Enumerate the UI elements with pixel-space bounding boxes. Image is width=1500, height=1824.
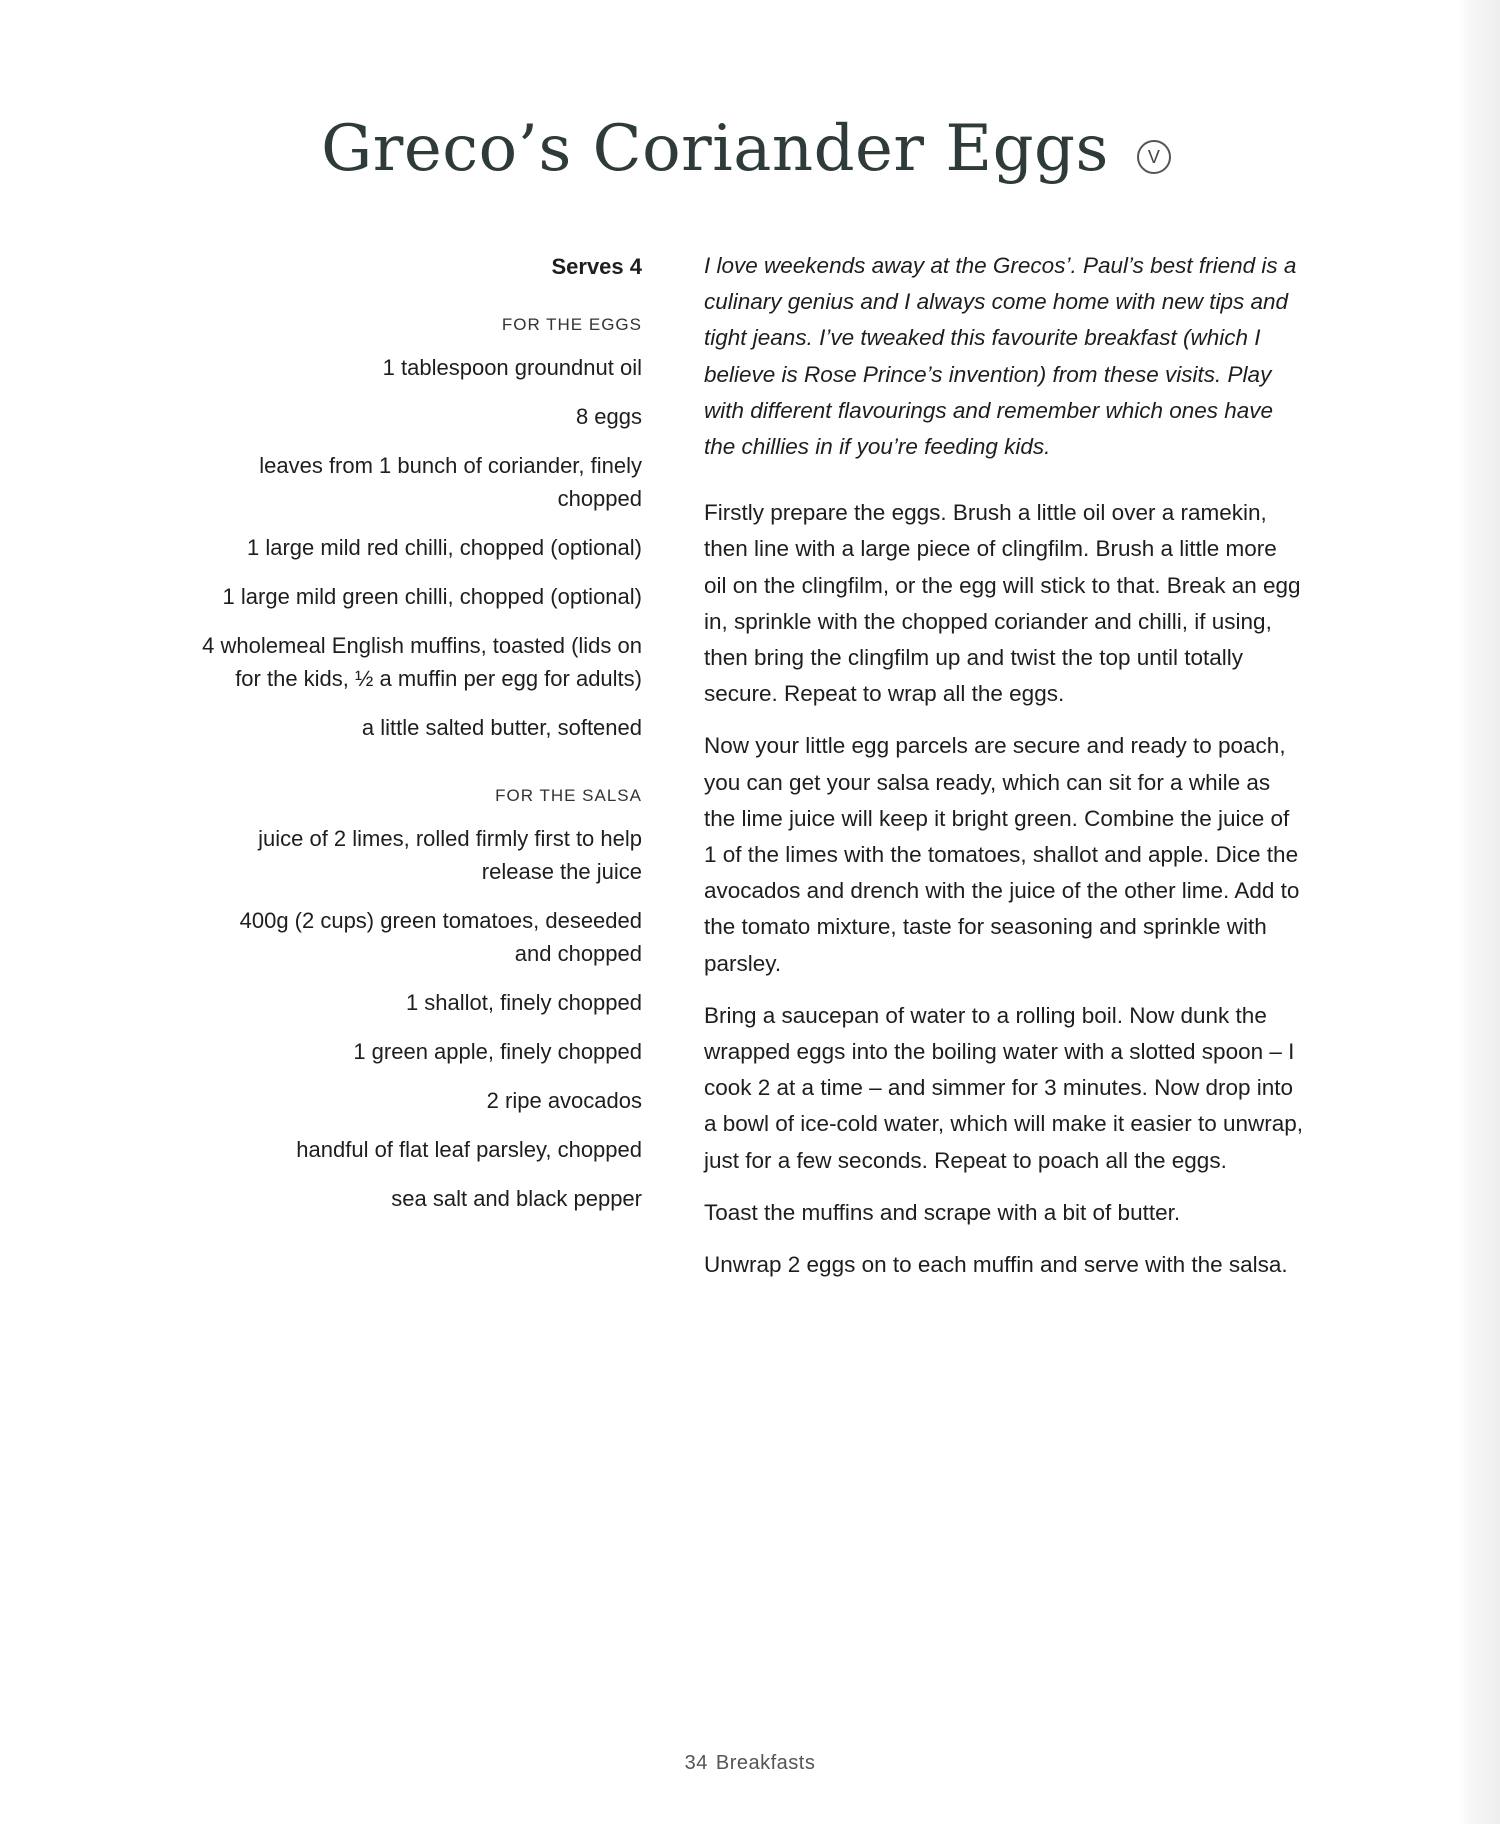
method-step: Firstly prepare the eggs. Brush a little oil over a ramekin, then line with a large piece of clingfilm. Brush a little more oil on the clingfilm, or the egg will stick to that. Break an egg in, sprinkle with the chopped coriander and chilli, if using, then bring the clingfilm up and twist the top until totally secure. Repeat to wrap all the eggs. bbox=[704, 500, 1301, 707]
ingredient-item: 1 green apple, finely chopped bbox=[353, 1039, 642, 1064]
section-name: Breakfasts bbox=[715, 1752, 816, 1774]
ingredient-item: 400g (2 cups) green tomatoes, deseeded and chopped bbox=[239, 908, 642, 966]
salsa-section-heading: FOR THE SALSA bbox=[495, 786, 642, 805]
ingredient-item: 4 wholemeal English muffins, toasted (lids on for the kids, ½ a muffin per egg for adults) bbox=[202, 633, 642, 691]
ingredient-item: 1 large mild red chilli, chopped (optional) bbox=[247, 535, 642, 560]
recipe-title: Greco’s Coriander Eggs bbox=[321, 112, 1109, 186]
ingredient-item: 1 shallot, finely chopped bbox=[405, 990, 642, 1015]
ingredient-item: handful of flat leaf parsley, chopped bbox=[296, 1137, 642, 1162]
ingredient-item: 1 tablespoon groundnut oil bbox=[382, 355, 642, 380]
ingredient-item: 8 eggs bbox=[575, 404, 642, 429]
method-step: Unwrap 2 eggs on to each muffin and serve with the salsa. bbox=[704, 1252, 1288, 1278]
salsa-ingredient-list bbox=[200, 822, 642, 1215]
ingredient-item: juice of 2 limes, rolled firmly first to help release the juice bbox=[258, 826, 642, 884]
serves-label: Serves 4 bbox=[551, 254, 642, 279]
intro-paragraph: I love weekends away at the Grecos’. Paul’s best friend is a culinary genius and I always come home with new tips and tight jeans. I’ve tweaked this favourite breakfast (which I believe is Rose Prince’s invention) from these visits. Play with different flavourings and remember which ones have the chillies in if you’re feeding kids. bbox=[704, 253, 1297, 460]
method-column bbox=[704, 248, 1304, 1299]
page-footer bbox=[0, 1752, 1500, 1775]
ingredient-item: leaves from 1 bunch of coriander, finely chopped bbox=[259, 453, 642, 511]
title-row bbox=[0, 112, 1500, 186]
ingredient-item: a little salted butter, softened bbox=[361, 715, 642, 740]
ingredients-column bbox=[200, 250, 642, 1231]
ingredient-item: 1 large mild green chilli, chopped (optional) bbox=[222, 584, 642, 609]
method-step: Now your little egg parcels are secure and ready to poach, you can get your salsa ready, which can sit for a while as the lime juice will keep it bright green. Combine the juice of 1 of the limes with the tomatoes, shallot and apple. Dice the avocados and drench with the juice of the other lime. Add to the tomato mixture, taste for seasoning and sprinkle with parsley. bbox=[704, 733, 1300, 976]
eggs-ingredient-list bbox=[200, 351, 642, 744]
method-step: Toast the muffins and scrape with a bit of butter. bbox=[704, 1199, 1181, 1225]
page-edge-shadow bbox=[1458, 0, 1500, 1824]
eggs-section-heading: FOR THE EGGS bbox=[501, 315, 642, 334]
page-number: 34 bbox=[684, 1752, 708, 1774]
method-step: Bring a saucepan of water to a rolling boil. Now dunk the wrapped eggs into the boiling water with a slotted spoon – I cook 2 at a time – and simmer for 3 minutes. Now drop into a bowl of ice-cold water, which will make it easier to unwrap, just for a few seconds. Repeat to poach all the eggs. bbox=[704, 1002, 1304, 1173]
ingredient-item: 2 ripe avocados bbox=[486, 1088, 642, 1113]
vegetarian-badge-icon: V bbox=[1137, 140, 1171, 174]
ingredient-item: sea salt and black pepper bbox=[391, 1186, 642, 1211]
